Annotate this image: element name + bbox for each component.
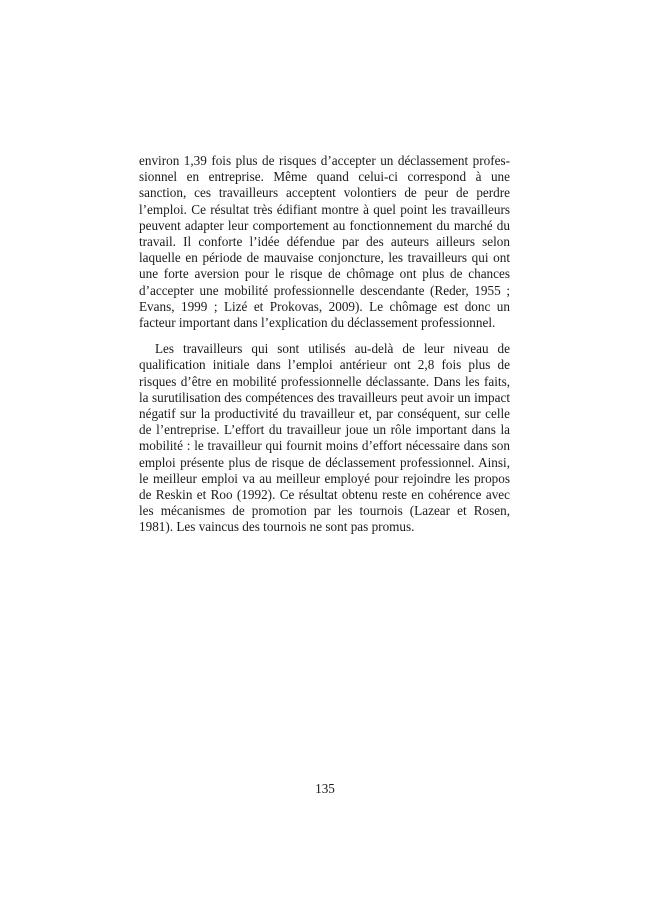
paragraph-2: Les travailleurs qui sont utilisés au-delà de leur niveau de qualification initiale dans l’emploi antérieur ont 2,8 fois plus de risques d’être en mobilité professionnelle déclassante. Dans les faits, la surutilisation des compétences des travailleurs peut avoir un impact négatif sur la productivité du travailleur et, par conséquent, sur celle de l’entreprise. L’effort du travailleur joue un rôle important dans la mobilité : le travailleur qui fournit moins d’effort nécessaire dans son emploi présente plus de risque de déclassement professionnel. Ainsi, le meilleur emploi va au meilleur employé pour rejoindre les propos de Reskin et Roo (1992). Ce résultat obtenu reste en cohérence avec les mécanismes de promotion par les tournois (Lazear et Rosen, 1981). Les vaincus des tournois ne sont pas promus. — [139, 341, 510, 535]
page-number: 135 — [315, 781, 335, 796]
body-text — [139, 153, 510, 536]
paragraph-1: environ 1,39 fois plus de risques d’accepter un déclassement professionnel en entreprise. Même quand celui-ci correspond à une sanction, ces travailleurs acceptent volontiers de peur de perdre l’emploi. Ce résultat très édifiant montre à quel point les travailleurs peuvent adapter leur comportement au fonctionnement du marché du travail. Il conforte l’idée défendue par des auteurs ailleurs selon laquelle en période de mauvaise conjoncture, les travailleurs qui ont une forte aversion pour le risque de chômage ont plus de chances d’accepter une mobilité professionnelle descendante (Reder, 1955 ; Evans, 1999 ; Lizé et Prokovas, 2009). Le chômage est donc un facteur important dans l’explication du déclassement professionnel. — [139, 153, 510, 331]
